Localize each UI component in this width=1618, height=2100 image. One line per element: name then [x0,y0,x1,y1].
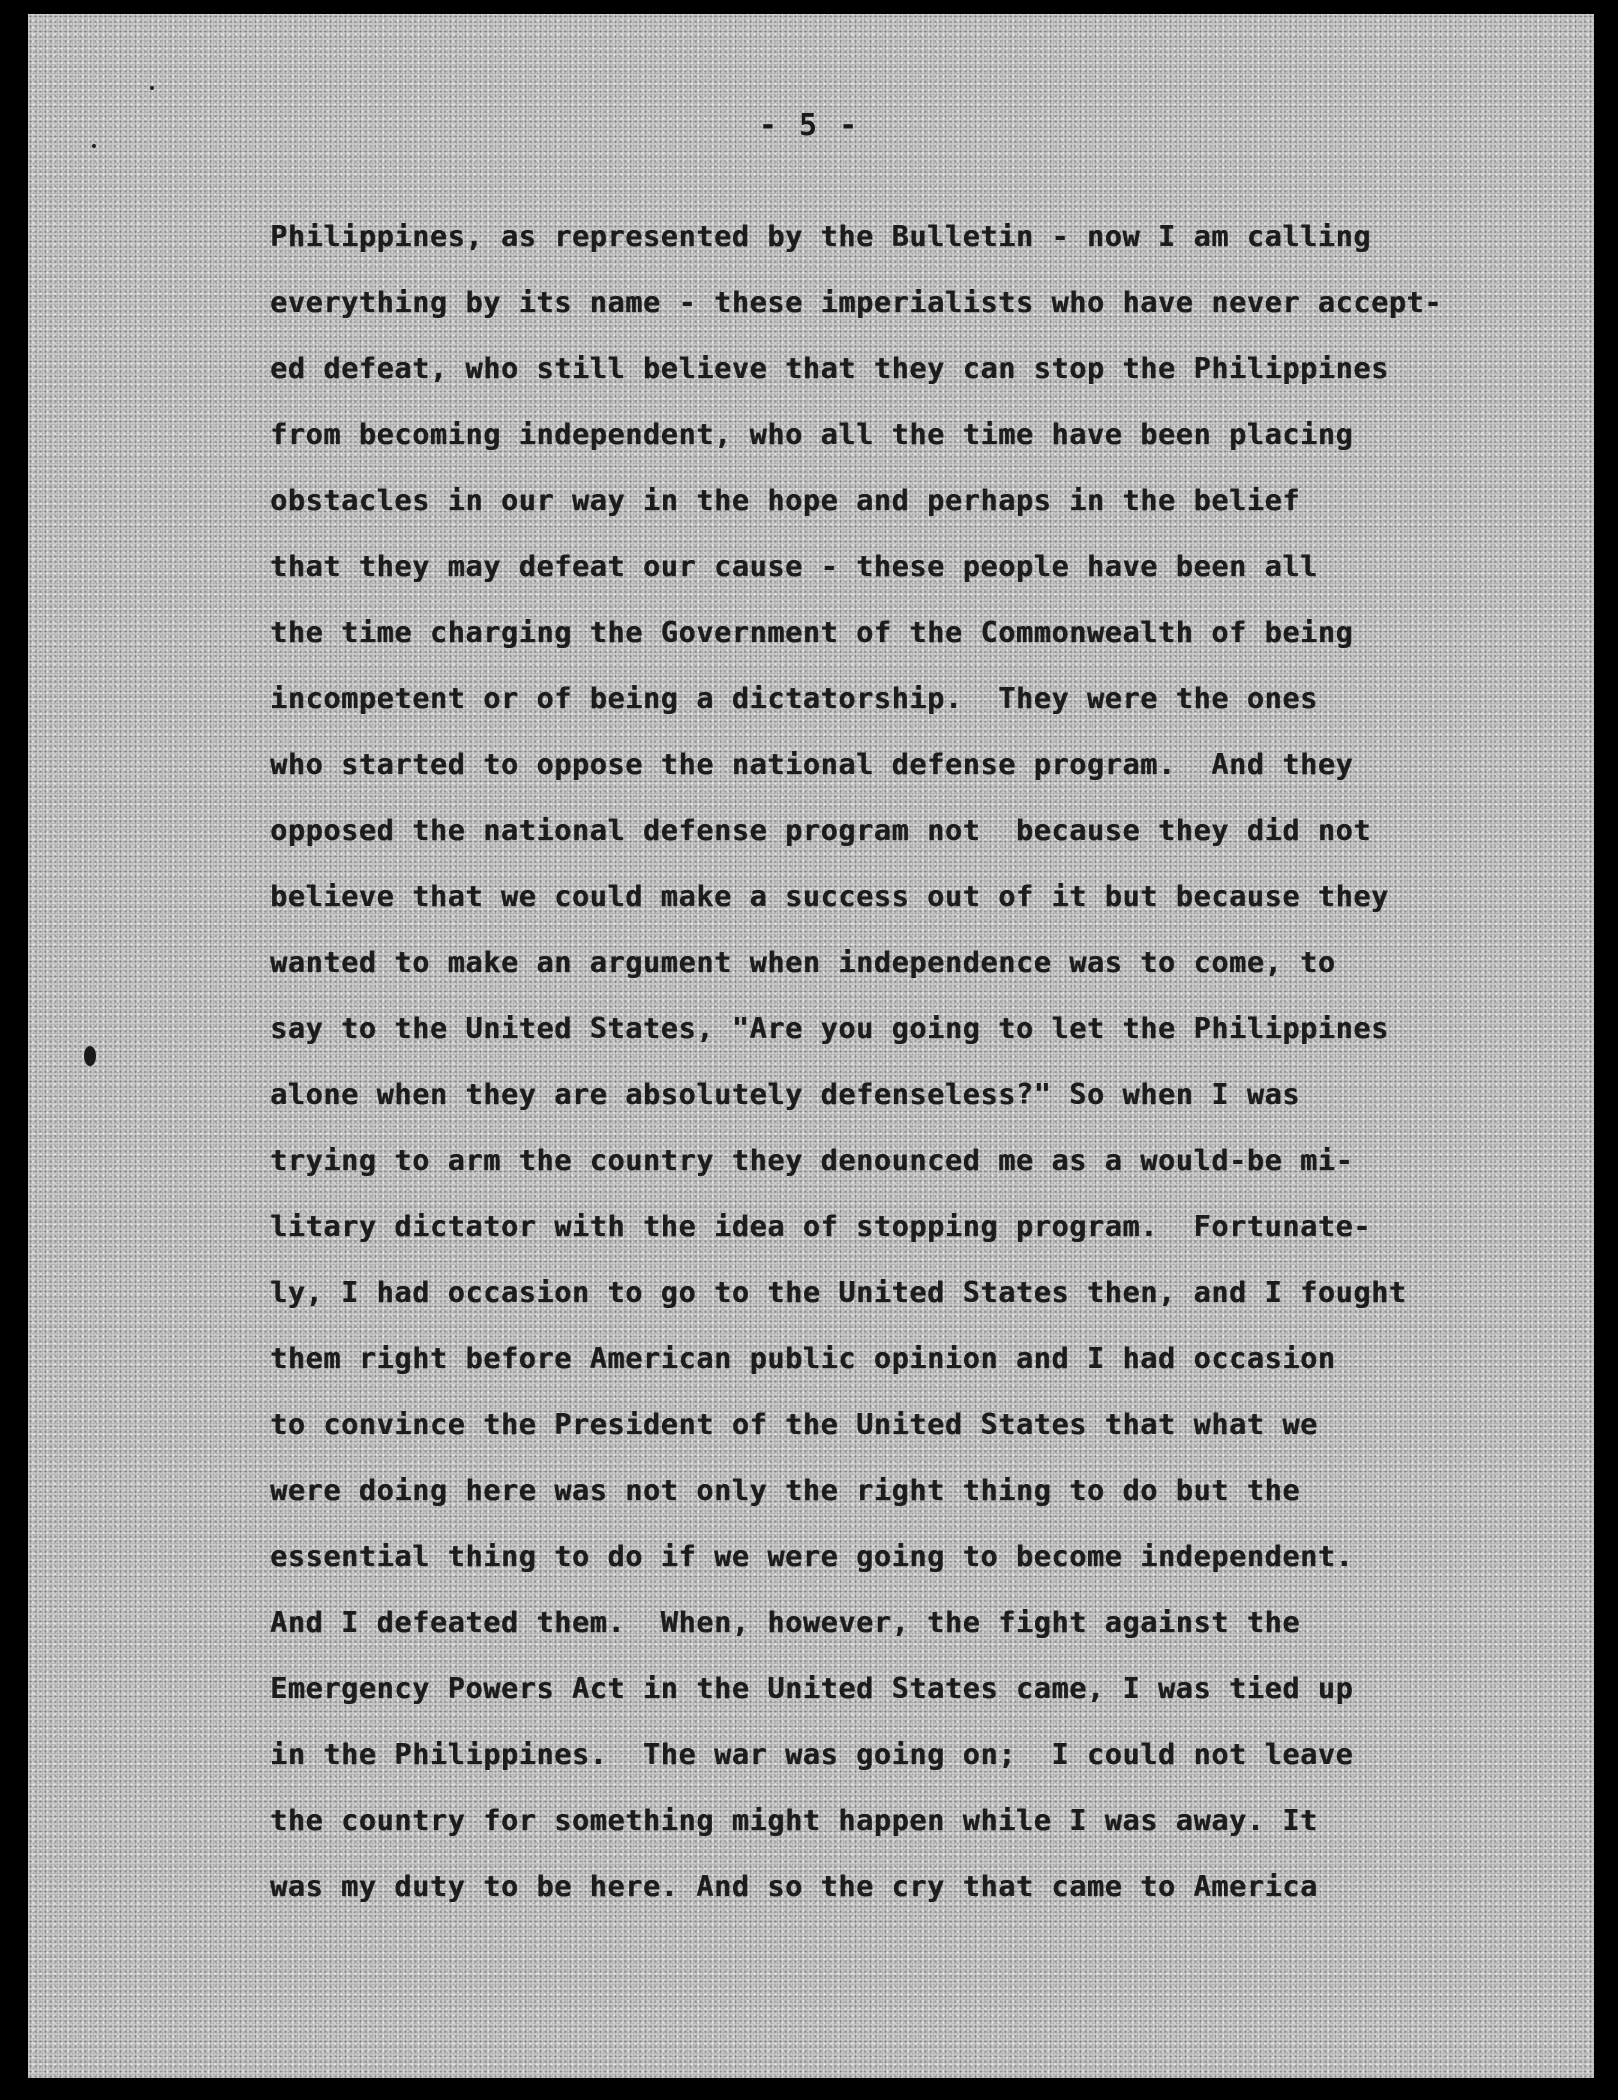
ink-speck [150,86,154,90]
text-line: ed defeat, who still believe that they can stop the Philippines [270,352,1389,385]
text-line: Emergency Powers Act in the United States came, I was tied up [270,1672,1354,1705]
text-line: ly, I had occasion to go to the United States then, and I fought [270,1276,1407,1309]
text-line: incompetent or of being a dictatorship. They were the ones [270,682,1318,715]
body-text [270,204,1590,1920]
text-line: believe that we could make a success out of it but because they [270,880,1389,913]
document-page [28,14,1594,2078]
text-line: everything by its name - these imperialists who have never accept- [270,286,1443,319]
text-line: to convince the President of the United States that what we [270,1408,1318,1441]
text-line: the country for something might happen while I was away. It [270,1804,1318,1837]
text-line: wanted to make an argument when independence was to come, to [270,946,1336,979]
text-line: who started to oppose the national defense program. And they [270,748,1354,781]
text-line: litary dictator with the idea of stopping program. Fortunate- [270,1210,1372,1243]
page-number: - 5 - [758,108,860,143]
text-line: essential thing to do if we were going to become independent. [270,1540,1354,1573]
text-line: were doing here was not only the right thing to do but the [270,1474,1300,1507]
text-line: in the Philippines. The war was going on; I could not leave [270,1738,1354,1771]
ink-speck [92,144,96,148]
text-line: them right before American public opinion and I had occasion [270,1342,1336,1375]
text-line: And I defeated them. When, however, the fight against the [270,1606,1300,1639]
text-line: that they may defeat our cause - these people have been all [270,550,1318,583]
text-line: trying to arm the country they denounced me as a would-be mi- [270,1144,1354,1177]
text-line: say to the United States, "Are you going to let the Philippines [270,1012,1389,1045]
text-line: was my duty to be here. And so the cry that came to America [270,1870,1318,1903]
ink-blot [84,1046,96,1066]
text-line: from becoming independent, who all the time have been placing [270,418,1354,451]
text-line: opposed the national defense program not because they did not [270,814,1372,847]
text-line: the time charging the Government of the Commonwealth of being [270,616,1354,649]
text-line: alone when they are absolutely defenseless?" So when I was [270,1078,1300,1111]
text-line: Philippines, as represented by the Bulletin - now I am calling [270,220,1372,253]
text-line: obstacles in our way in the hope and perhaps in the belief [270,484,1300,517]
